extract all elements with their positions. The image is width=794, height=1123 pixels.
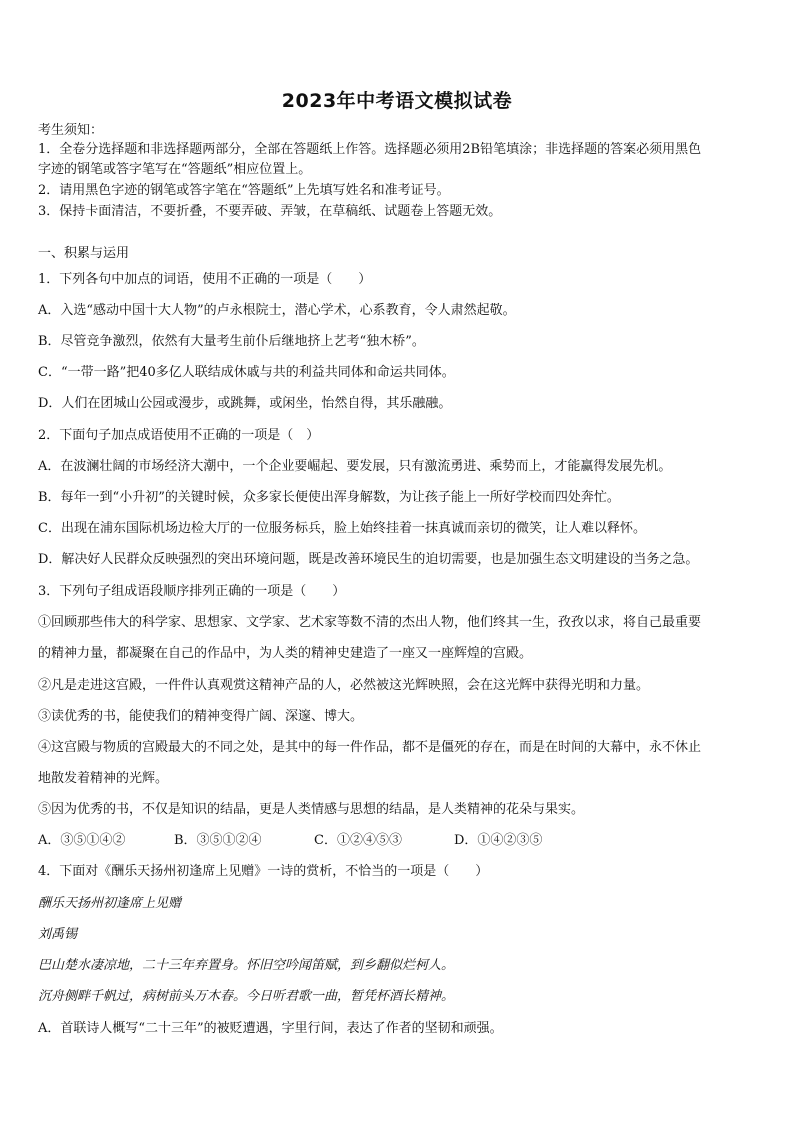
q4-option-a: A．首联诗人概写“二十三年”的被贬遭遇，字里行间，表达了作者的坚韧和顽强。 bbox=[38, 1021, 503, 1036]
q3-option-a: A．③⑤①④② bbox=[38, 833, 126, 848]
notice-heading: 考生须知： bbox=[38, 123, 104, 138]
q1-option-a: A．入选“感动中国十大人物”的卢永根院士，潜心学术，心系教育，令人肃然起敬。 bbox=[38, 303, 516, 318]
q2-option-a: A．在波澜壮阔的市场经济大潮中，一个企业要崛起、要发展，只有激流勇进、乘势而上，才能赢得发展先机。 bbox=[38, 459, 672, 474]
q1-option-d: D．人们在团城山公园或漫步，或跳舞，或闲坐，怡然自得，其乐融融。 bbox=[38, 396, 452, 411]
q3-sentence-3: ③读优秀的书，能使我们的精神变得广阔、深邃、博大。 bbox=[38, 709, 364, 724]
page-title: 2023年中考语文模拟试卷 bbox=[281, 90, 513, 112]
q3-option-d: D．①④②③⑤ bbox=[454, 833, 543, 848]
q1-stem: 1．下列各句中加点的词语，使用不正确的一项是（ ） bbox=[38, 272, 372, 287]
q3-option-b: B．③⑤①②④ bbox=[174, 833, 262, 848]
q4-stem: 4．下面对《酬乐天扬州初逢席上见赠》一诗的赏析，不恰当的一项是（ ） bbox=[38, 864, 489, 879]
q3-stem: 3．下列句子组成语段顺序排列正确的一项是（ ） bbox=[38, 584, 346, 599]
q4-poem-author: 刘禹锡 bbox=[38, 927, 78, 942]
q1-option-b: B．尽管竞争激烈，依然有大量考生前仆后继地挤上艺考“独木桥”。 bbox=[38, 334, 425, 349]
q3-option-c: C．①②④⑤③ bbox=[314, 833, 402, 848]
q4-poem-line-2: 沉舟侧畔千帆过，病树前头万木春。今日听君歌一曲，暂凭杯酒长精神。 bbox=[38, 989, 455, 1004]
notice-item-1b: 字迹的钢笔或答字笔写在“答题纸”相应位置上。 bbox=[38, 162, 312, 177]
q2-option-b: B．每年一到“小升初”的关键时候，众多家长便使出浑身解数，为让孩子能上一所好学校而四处奔忙。 bbox=[38, 490, 620, 505]
section-heading: 一、积累与运用 bbox=[38, 246, 130, 261]
q3-sentence-2: ②凡是走进这宫殿，一件件认真观赏这精神产品的人，必然被这光辉映照，会在这光辉中获得光明和力量。 bbox=[38, 678, 650, 693]
q1-option-c: C．“一带一路”把40多亿人联结成休戚与共的利益共同体和命运共同体。 bbox=[38, 365, 455, 380]
q2-stem: 2．下面句子加点成语使用不正确的一项是（ ） bbox=[38, 428, 320, 443]
q4-poem-title: 酬乐天扬州初逢席上见赠 bbox=[38, 896, 182, 911]
q3-sentence-1b: 的精神力量，都凝聚在自己的作品中，为人类的精神史建造了一座又一座辉煌的宫殿。 bbox=[38, 646, 533, 661]
q3-sentence-4b: 地散发着精神的光辉。 bbox=[38, 771, 169, 786]
q3-options bbox=[38, 832, 756, 849]
q2-option-c: C．出现在浦东国际机场边检大厅的一位服务标兵，脸上始终挂着一抹真诚而亲切的微笑，让人难以释怀。 bbox=[38, 521, 646, 536]
q3-sentence-4a: ④这宫殿与物质的宫殿最大的不同之处，是其中的每一件作品，都不是僵死的存在，而是在时间的大幕中，永不休止 bbox=[38, 740, 702, 755]
notice-item-1a: 1．全卷分选择题和非选择题两部分，全部在答题纸上作答。选择题必须用2B铅笔填涂；非选择题的答案必须用黑色 bbox=[38, 142, 702, 157]
notice-item-3: 3．保持卡面清洁，不要折叠，不要弄破、弄皱，在草稿纸、试题卷上答题无效。 bbox=[38, 204, 502, 219]
q3-sentence-1a: ①回顾那些伟大的科学家、思想家、文学家、艺术家等数不清的杰出人物，他们终其一生，孜孜以求，将自己最重要 bbox=[38, 615, 702, 630]
q2-option-d: D．解决好人民群众反映强烈的突出环境问题，既是改善环境民生的迫切需要，也是加强生态文明建设的当务之急。 bbox=[38, 552, 699, 567]
q3-sentence-5: ⑤因为优秀的书，不仅是知识的结晶，更是人类情感与思想的结晶，是人类精神的花朵与果实。 bbox=[38, 802, 585, 817]
notice-item-2: 2．请用黑色字迹的钢笔或答字笔在“答题纸”上先填写姓名和准考证号。 bbox=[38, 183, 450, 198]
q4-poem-line-1: 巴山楚水凄凉地，二十三年弃置身。怀旧空吟闻笛赋，到乡翻似烂柯人。 bbox=[38, 958, 455, 973]
